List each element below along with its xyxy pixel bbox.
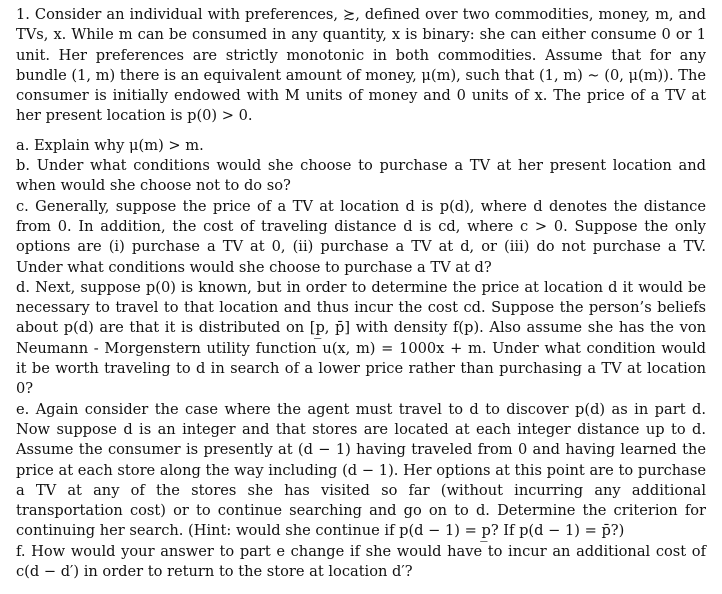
- part-f: f. How would your answer to part e change if she would have to incur an additional cost of c(d − d′) in order to return to the store at location d′?: [16, 542, 706, 581]
- part-d: d. Next, suppose p(0) is known, but in order to determine the price at location d it would be necessary to travel to that location and thus incur the cost cd. Suppose the person’s beliefs about p(d) are that it is distributed on [p̲, p̄] with density f(p). Also assume she has the von Neumann - Morgenstern utility function u(x, m) = 1000x + m. Under what condition would it be worth traveling to d in search of a lower price rather than purchasing a TV at location 0?: [16, 278, 706, 398]
- part-a: a. Explain why μ(m) > m.: [16, 136, 204, 154]
- part-b: b. Under what conditions would she choose to purchase a TV at her present location and when would she choose not to do so?: [16, 157, 706, 195]
- part-e: e. Again consider the case where the agent must travel to d to discover p(d) as in part d. Now suppose d is an integer and that stores are located at each integer distance up to d. Assume the consumer is presently at (d − 1) having traveled from 0 and having learned the price at each store along the way including (d − 1). Her options at this point are to purchase a TV at any of the stores she has visited so far (without incurring any additional transportation cost) or to continue searching and go on to d. Determine the criterion for continuing her search. (Hint: would she continue if p(d − 1) = p̲? If p(d − 1) = p̄?): [16, 400, 706, 540]
- problem-intro: 1. Consider an individual with preferences, ≿, defined over two commodities, money, m, and TVs, x. While m can be consumed in any quantity, x is binary: she can either consume 0 or 1 unit. Her preferences are strictly monotonic in both commodities. Assume that for any bundle (1, m) there is an equivalent amount of money, μ(m), such that (1, m) ∼ (0, μ(m)). The consumer is initially endowed with M units of money and 0 units of x. The price of a TV at her present location is p(0) > 0.: [16, 6, 706, 125]
- part-c: c. Generally, suppose the price of a TV at location d is p(d), where d denotes the distance from 0. In addition, the cost of traveling distance d is cd, where c > 0. Suppose the only options are (i) purchase a TV at 0, (ii) purchase a TV at d, or (iii) do not purchase a TV. Under what conditions would she choose to purchase a TV at d?: [16, 197, 706, 276]
